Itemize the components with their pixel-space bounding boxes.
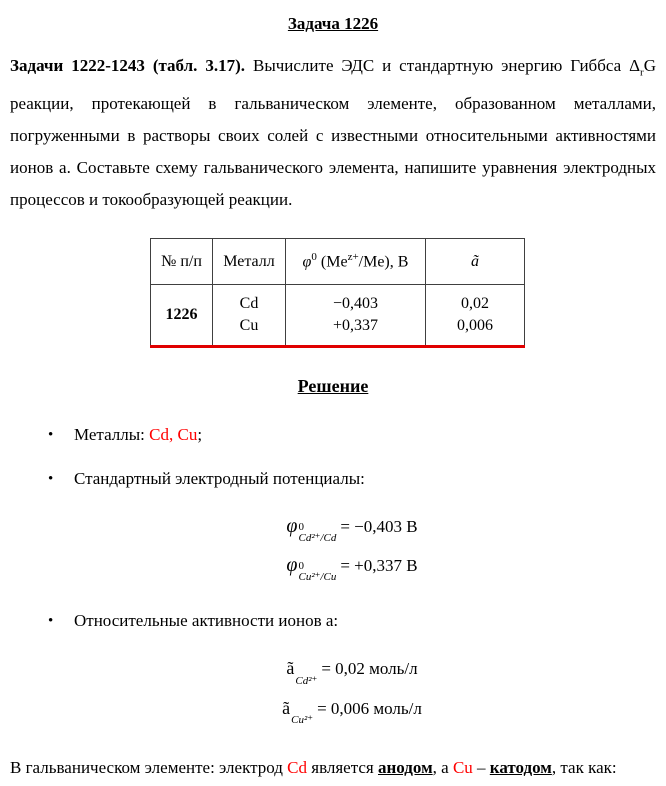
cathode-term: катодом [489, 758, 552, 778]
list-item-potentials-text: Стандартный электродный потенциалы: [74, 468, 365, 488]
final-text-2: является [307, 758, 378, 778]
cell-potentials [286, 284, 426, 345]
metal-2: Cu [239, 316, 259, 334]
potential-1: −0,403 [332, 294, 379, 312]
phi-supsub-cd [298, 522, 336, 544]
intro-text-2: G реакции, протекающей в гальваническом элементе, образованном металлами, погруженными в растворы своих солей с известными относительными активностями ионов a. Составьте схему гальванического элемента, напишите уравнения электродных процессов и токообразующей реакции. [10, 56, 656, 210]
intro-text-1: Вычислите ЭДС и стандартную энергию Гиббса Δ [245, 56, 641, 75]
z-plus-superscript: z+ [347, 251, 359, 264]
col-header-activity [426, 239, 525, 284]
activity-cu-value: = 0,006 моль/л [317, 698, 422, 718]
bullet-icon: • [48, 613, 54, 630]
anode-term: анодом [377, 758, 433, 778]
metal-1: Cd [239, 294, 259, 312]
a-sub-cu: Cu²⁺ [291, 714, 314, 727]
col-header-number [151, 239, 213, 284]
formula-potential-cu [48, 550, 656, 583]
activity-cd-value: = 0,02 моль/л [321, 659, 418, 679]
metals-suffix: ; [197, 424, 203, 444]
phi-sup-zero: 0 [298, 521, 304, 534]
potential-formulas [48, 511, 656, 584]
potential-cd-value: = −0,403 В [340, 516, 418, 536]
data-table [150, 238, 525, 345]
activity-2: 0,006 [457, 316, 493, 334]
potential-header-text-2: /Me), В [358, 253, 409, 271]
bullet-icon: • [48, 470, 54, 487]
a-supsub-cd [295, 665, 317, 687]
phi-sub-cd: Cd²⁺/Cd [298, 532, 337, 545]
activity-symbol: ã [471, 252, 479, 270]
list-item-activities-text: Относительные активности ионов a: [74, 611, 339, 631]
phi-sup-zero: 0 [298, 560, 304, 573]
col-header-potential [286, 239, 426, 284]
data-table-wrapper [150, 238, 525, 347]
col-header-metal [213, 239, 286, 284]
col-header-metal-label: Металл [223, 252, 275, 270]
conclusion-paragraph [10, 752, 656, 784]
col-header-number-label: № п/п [161, 252, 202, 270]
solution-list [48, 423, 656, 726]
list-item-metals-text [74, 423, 202, 447]
final-text-4: – [472, 758, 490, 778]
phi-supsub-cu [298, 561, 336, 583]
bullet-icon: • [48, 426, 54, 443]
formula-potential-cd [48, 511, 656, 544]
solution-heading: Решение [297, 375, 369, 396]
table-data-row [151, 284, 525, 345]
a-supsub-cu [291, 704, 313, 726]
phi-symbol: φ [286, 554, 298, 577]
phi-sub-cu: Cu²⁺/Cu [298, 571, 337, 584]
a-tilde-symbol: ã [286, 658, 295, 679]
cell-metals [213, 284, 286, 345]
metals-values-red: Cd, Cu [149, 424, 198, 444]
red-divider [150, 345, 525, 348]
anode-metal-red: Cd [287, 758, 307, 778]
potential-2: +0,337 [332, 316, 379, 334]
final-text-3: , а [432, 758, 453, 778]
cell-activities [426, 284, 525, 345]
activity-1: 0,02 [461, 294, 489, 312]
cathode-metal-red: Cu [452, 758, 473, 778]
potential-cu-value: = +0,337 В [340, 556, 418, 576]
final-text-1: В гальваническом элементе: электрод [10, 758, 288, 778]
formula-activity-cd [48, 653, 656, 686]
activity-formulas [48, 653, 656, 726]
a-tilde-symbol: ã [282, 697, 291, 718]
potential-header-text-1: (Me [316, 253, 348, 271]
intro-subscript-r: r [640, 66, 644, 79]
list-item-metals [48, 423, 656, 447]
phi-superscript: 0 [311, 251, 317, 264]
intro-bold-text: Задачи 1222-1243 (табл. 3.17). [10, 56, 246, 75]
intro-paragraph [10, 50, 656, 216]
a-sub-cd: Cd²⁺ [295, 674, 318, 687]
list-item-potentials [48, 467, 656, 491]
metals-label: Металлы: [74, 424, 150, 444]
phi-symbol: φ [286, 514, 298, 537]
phi-symbol: φ [302, 253, 312, 271]
list-item-activities [48, 609, 656, 633]
page-title: Задача 1226 [287, 14, 379, 33]
cell-task-number: 1226 [151, 284, 213, 345]
table-header-row [151, 239, 525, 284]
formula-activity-cu [48, 693, 656, 726]
final-text-5: , так как: [551, 758, 617, 778]
